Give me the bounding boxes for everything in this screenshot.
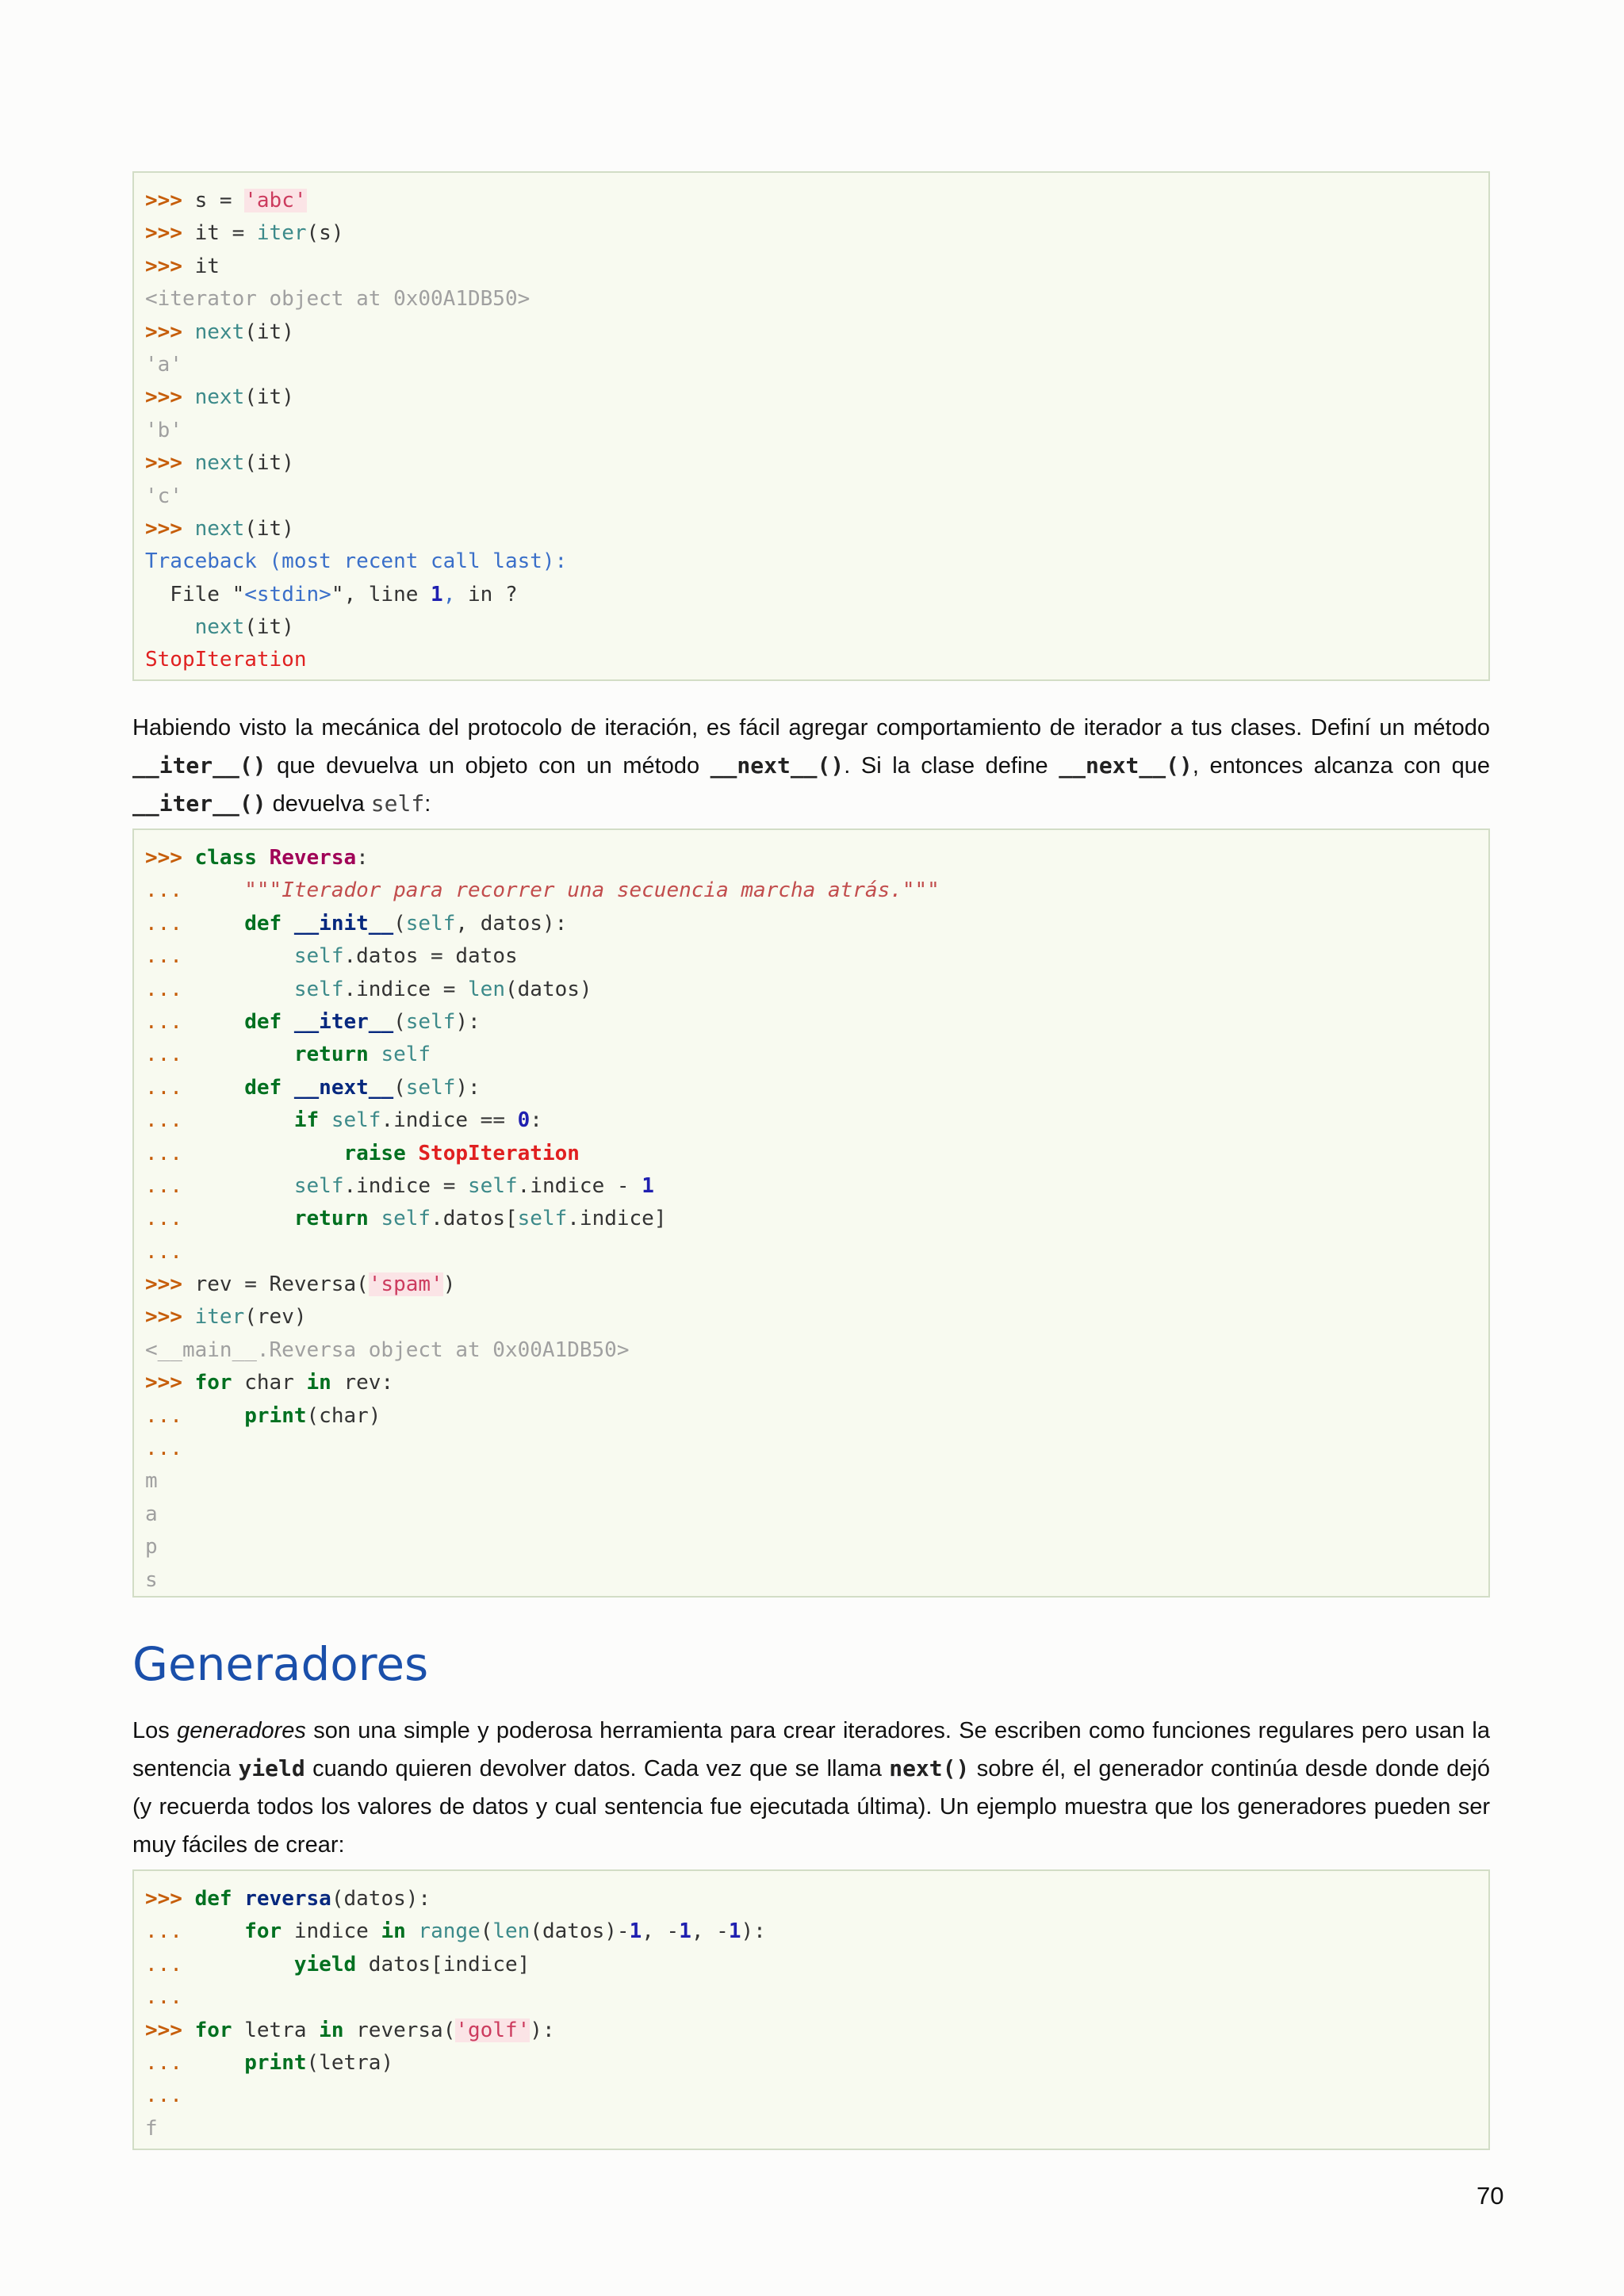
code-token: 'abc' [244,189,307,212]
code-token: ): [741,1919,766,1944]
code-token [282,912,294,936]
code-token [182,385,195,409]
code-line [145,251,1488,283]
code-line [145,1301,1488,1334]
code-token: len [492,1919,530,1944]
code-token: ): [530,2018,555,2042]
code-line [145,545,1488,578]
code-token: 'a' [145,352,182,377]
code-token: self [293,944,344,969]
code-token [182,1371,195,1395]
code-token: ( [393,911,406,936]
code-token: >>> [145,189,182,212]
code-token: (s) [306,221,344,246]
code-block-generator [132,1869,1490,2150]
text: . Si la clase define [844,753,1059,779]
code-token [282,1010,294,1034]
code-line [145,1531,1488,1563]
code-token [182,451,195,475]
code-token: .indice == [381,1108,518,1133]
code-token: : [530,1108,542,1133]
code-token: raise [343,1141,406,1165]
code-token: : [356,846,369,870]
paragraph-iteration-protocol [132,709,1490,823]
code-token: .indice = [343,977,469,1001]
code-token: indice [282,1919,381,1944]
code-line [145,217,1488,250]
code-token [182,846,195,870]
code-token: (it) [244,451,294,476]
code-token: ... [145,1141,182,1165]
code-line [145,1334,1488,1367]
code-line [145,1039,1488,1071]
code-token: reversa [244,1887,331,1911]
code-token: in [306,1371,331,1395]
code-token: , [442,582,456,607]
code-token: >>> [145,846,182,870]
code-token: self [405,1009,456,1034]
emphasis: generadores [177,1718,306,1743]
code-token: s = [182,189,245,212]
code-line [145,381,1488,414]
code-line [145,283,1488,316]
code-line [145,1104,1488,1137]
code-token: f [145,2116,158,2141]
code-token: self [293,1173,344,1198]
code-token: (it) [244,615,294,640]
code-token [182,2051,244,2075]
code-token: a [145,1502,158,1526]
code-token [182,1404,244,1428]
code-token: """Iterador para recorrer una secuencia marcha atrás.""" [244,878,940,903]
code-token: 'b' [145,418,182,442]
code-token: ", line [331,582,431,607]
code-line [145,415,1488,447]
code-token: ... [145,977,182,1001]
code-line [145,1203,1488,1235]
code-line [145,579,1488,611]
inline-code: __next__() [1059,752,1193,779]
code-token: m [145,1469,158,1494]
code-token: (it) [244,385,294,410]
code-token: ( [393,1075,406,1100]
code-token: for [194,1371,232,1395]
code-token: ... [145,1108,182,1133]
code-token [182,1953,294,1976]
code-token: 0 [517,1108,530,1133]
code-token: >>> [145,254,182,278]
code-token: (rev) [244,1305,307,1330]
code-token: .datos = datos [343,944,518,969]
code-token [182,1174,294,1198]
code-token: p [145,1535,158,1559]
code-token: .indice] [567,1207,667,1231]
code-token: 1 [679,1919,691,1944]
code-token [406,1142,419,1165]
code-token: self [405,1075,456,1100]
inline-code: self [370,790,425,817]
code-line [145,1883,1488,1915]
code-line [145,644,1488,676]
code-token: __init__ [293,911,394,936]
code-token [406,1919,419,1943]
code-line [145,1138,1488,1170]
code-token: __next__ [293,1075,394,1100]
code-line [145,1981,1488,2014]
code-token: self [381,1207,431,1231]
inline-code: __next__() [710,752,845,779]
code-token: >>> [145,1305,182,1330]
inline-code: next() [889,1755,970,1781]
code-token: for [194,2018,232,2042]
code-token: self [517,1207,568,1231]
code-token: next [194,516,245,541]
code-token: , datos): [455,911,568,936]
text: : [424,791,431,817]
inline-code: __iter__() [132,752,266,779]
text: cuando quieren devolver datos. Cada vez que se llama [304,1756,890,1781]
code-token: 1 [629,1919,642,1944]
code-token: def [194,1887,232,1911]
code-token [182,1043,294,1066]
text: son una simple y poderosa herramienta para crear iteradores. Se escriben como funciones regulares pero usan la sentencia [132,1718,1490,1781]
code-token: StopIteration [145,648,307,672]
code-line [145,2080,1488,2112]
code-token: rev = Reversa( [182,1272,369,1297]
code-token: ... [145,944,182,969]
code-token: 1 [728,1919,741,1944]
code-token [282,1076,294,1100]
code-token: def [244,911,282,936]
code-token: ... [145,911,182,936]
code-token [182,878,244,902]
code-token: >>> [145,516,182,541]
code-token: self [293,977,344,1001]
code-token: return [293,1043,369,1067]
code-token: >>> [145,385,182,410]
code-token: ... [145,1239,182,1264]
code-token: (datos) [505,977,592,1001]
section-heading: Generadores [132,1637,429,1691]
code-token [369,1207,381,1230]
code-token: ... [145,1075,182,1100]
code-line [145,1465,1488,1498]
code-token: yield [293,1952,357,1976]
code-token: in ? [455,582,518,607]
code-token: >>> [145,2018,182,2042]
code-token: iter [194,1305,245,1330]
code-token: <iterator object at 0x00A1DB50> [145,287,530,312]
code-token: rev: [331,1371,394,1395]
code-token [182,1887,195,1911]
paragraph-generators [132,1712,1490,1864]
text: , entonces alcanza con que [1192,753,1490,779]
code-token: ( [480,1919,493,1944]
code-token: 'golf' [455,2018,530,2042]
code-token: reversa( [343,2018,456,2042]
code-line [145,185,1488,217]
code-token: def [244,1075,282,1100]
code-token: ): [455,1075,481,1100]
code-token: next [194,451,245,476]
code-token: ( [393,1009,406,1034]
code-token [182,1207,294,1230]
code-token [145,615,195,639]
code-token: >>> [145,1272,182,1297]
code-token: it [182,254,220,278]
code-token [182,978,294,1001]
code-line [145,908,1488,940]
code-block-iterator [132,171,1490,681]
code-token: ... [145,1403,182,1428]
code-line [145,974,1488,1006]
page-number: 70 [1477,2182,1504,2210]
code-token: return [293,1207,369,1231]
code-token: >>> [145,1887,182,1911]
code-token [257,846,270,870]
code-token: >>> [145,320,182,344]
code-token: ... [145,1952,182,1976]
code-token [182,320,195,344]
code-token [182,1305,195,1329]
code-token [369,1043,381,1066]
code-token: in [381,1919,406,1944]
code-line [145,2015,1488,2047]
code-token: 'c' [145,484,182,508]
code-line [145,480,1488,513]
code-token: next [194,320,245,344]
code-token: File " [145,582,245,607]
code-token: ... [145,1207,182,1231]
code-token: (char) [306,1403,381,1428]
code-line [145,1433,1488,1465]
code-token [182,1010,244,1034]
code-token: datos[indice] [356,1952,530,1976]
code-token: <stdin> [244,582,331,607]
code-line [145,1400,1488,1433]
code-line [145,1072,1488,1104]
text: devuelva [266,791,371,817]
code-line [145,2047,1488,2080]
code-token: self [381,1043,431,1067]
code-token [182,912,244,936]
code-token: 1 [642,1173,654,1198]
code-token: ... [145,1985,182,2010]
code-token [182,1076,244,1100]
code-token: next [194,385,245,410]
code-line [145,874,1488,907]
code-token: print [244,2050,307,2075]
code-token [182,944,294,968]
code-token: next [194,615,245,640]
text: sobre él, el generador continúa desde donde dejó (y recuerda todos los valores de datos y cual sentencia fue ejecutada última). Un ejemplo muestra que los generadores pueden ser muy fáciles de crear: [132,1756,1490,1858]
inline-code: __iter__() [132,790,266,817]
code-token: it = [182,221,257,246]
code-token: .indice = [343,1173,469,1198]
code-token: self [468,1173,518,1198]
code-token: iter [256,221,307,246]
code-token: ... [145,1173,182,1198]
code-token: (datos)- [530,1919,630,1944]
code-token: ... [145,2084,182,2108]
code-token: >>> [145,221,182,246]
code-line [145,349,1488,381]
code-token: in [319,2018,344,2042]
code-line [145,1949,1488,1981]
code-line [145,940,1488,973]
code-token: ... [145,878,182,903]
code-token: char [232,1371,307,1395]
code-token [182,1142,344,1165]
text: Los [132,1718,178,1743]
code-line [145,1170,1488,1203]
code-token: letra [232,2018,320,2042]
code-token: ... [145,1919,182,1944]
code-token: ... [145,1437,182,1461]
code-line [145,1915,1488,1948]
inline-code: yield [238,1755,305,1781]
code-line [145,611,1488,644]
code-token: class [194,846,257,870]
code-token: ): [455,1009,481,1034]
code-line [145,1269,1488,1301]
code-line [145,513,1488,545]
code-token: s [145,1567,158,1592]
code-line [145,447,1488,480]
code-token: 'spam' [368,1272,443,1297]
code-token [182,2019,195,2042]
code-token: (datos): [331,1887,431,1911]
code-token [182,1108,294,1132]
code-token: ... [145,1009,182,1034]
code-token: >>> [145,1371,182,1395]
code-token: StopIteration [418,1141,580,1165]
code-token: <__main__.Reversa object at 0x00A1DB50> [145,1337,630,1362]
code-token [319,1108,331,1132]
code-token [182,517,195,541]
code-block-reversa-class [132,828,1490,1598]
code-token: (it) [244,320,294,344]
code-token: len [468,977,505,1001]
code-token: def [244,1009,282,1034]
code-token: Traceback (most recent call last): [145,549,568,574]
code-token: ) [442,1272,456,1297]
code-token: range [418,1919,481,1944]
code-line [145,1236,1488,1269]
code-token: , - [642,1919,680,1944]
text: que devuelva un objeto con un método [266,753,710,779]
code-line [145,1498,1488,1531]
code-token: if [293,1108,320,1133]
code-line [145,316,1488,349]
code-token: .datos[ [431,1207,518,1231]
code-token: >>> [145,451,182,476]
code-token: for [244,1919,282,1944]
code-line [145,842,1488,874]
code-token: (letra) [306,2050,394,2075]
text: Habiendo visto la mecánica del protocolo de iteración, es fácil agregar comportamiento de iterador a tus clases. Definí un método [132,715,1490,740]
code-token: self [331,1108,381,1133]
code-token: __iter__ [293,1009,394,1034]
code-token [182,1919,244,1943]
code-token: print [244,1403,307,1428]
code-line [145,1367,1488,1399]
code-token: ... [145,2050,182,2075]
code-line [145,2113,1488,2145]
code-token: 1 [431,582,443,607]
code-token: Reversa [269,846,357,870]
code-token: ... [145,1043,182,1067]
code-line [145,1006,1488,1039]
code-token [232,1887,245,1911]
code-token: .indice - [517,1173,642,1198]
code-line [145,1564,1488,1597]
code-token: , - [691,1919,729,1944]
code-token: self [405,911,456,936]
code-token: (it) [244,516,294,541]
